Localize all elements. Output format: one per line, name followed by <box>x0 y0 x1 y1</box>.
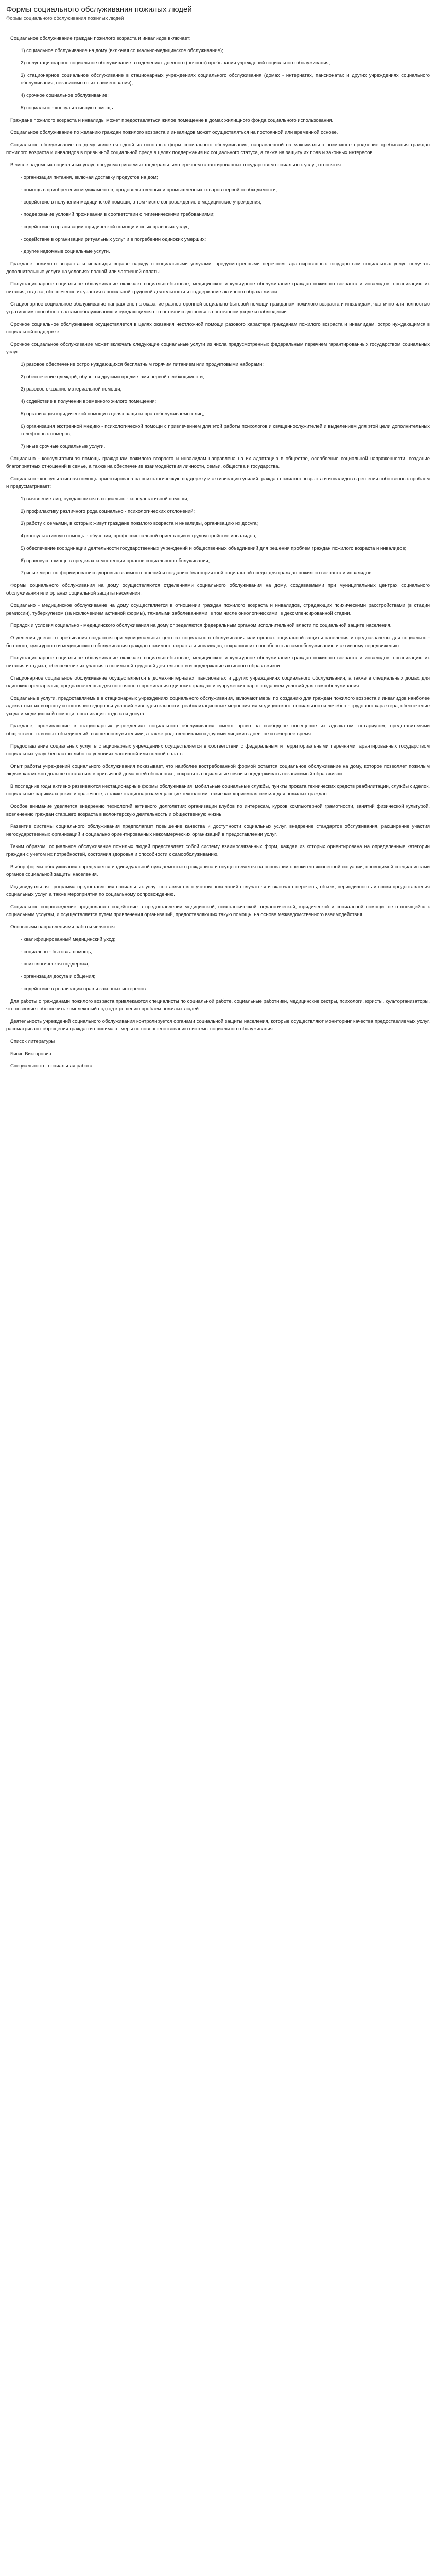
paragraph: 6) правовую помощь в пределах компетенции органов социального обслуживания; <box>21 558 210 564</box>
paragraph: 6) организация экстренной медико - психологической помощи с привлечением для этой работы психологов и священнослужителей и выделением для этой цели дополнительных телефонных номеров; <box>21 423 430 437</box>
paragraph: Срочное социальное обслуживание осуществляется в целях оказания неотложной помощи разового характера гражданам пожилого возраста и инвалидам, остро нуждающимся в социальной поддержке. <box>6 321 430 335</box>
paragraph: - содействие в получении медицинской помощи, в том числе сопровождение в медицинские учреждения; <box>21 199 261 205</box>
paragraph: - содействие в организации юридической помощи и иных правовых услуг; <box>21 224 189 230</box>
paragraph: 2) профилактику различного рода социально - психологических отклонений; <box>21 509 195 514</box>
paragraph: Социально - консультативная помощь ориентирована на психологическую поддержку и активизацию усилий граждан пожилого возраста и инвалидов в решении собственных проблем и предусматривает: <box>6 476 430 489</box>
paragraph: 3) стационарное социальное обслуживание в стационарных учреждениях социального обслуживания (домах - интернатах, пансионатах и других учреждениях социального обслуживания, независимо от их наименования); <box>21 73 430 86</box>
paragraph: Порядок и условия социально - медицинского обслуживания на дому определяются федеральным органом исполнительной власти по социальной защите населения. <box>10 623 392 629</box>
article-body <box>6 35 430 1070</box>
paragraph: 7) иные меры по формированию здоровых взаимоотношений и созданию благоприятной социальной среды для граждан пожилого возраста и инвалидов. <box>21 570 373 576</box>
page-title: Формы социального обслуживания пожилых людей <box>6 5 192 14</box>
paragraph: Социальное обслуживание на дому является одной из основных форм социального обслуживания, направленной на максимально возможное продление пребывания граждан пожилого возраста и инвалидов в привычной социальной среде в целях поддержания их социального статуса, а также на защиту их прав и законных интересов. <box>6 142 430 156</box>
paragraph: 1) разовое обеспечение остро нуждающихся бесплатным горячим питанием или продуктовыми наборами; <box>21 362 264 367</box>
paragraph: - другие надомные социальные услуги. <box>21 249 110 255</box>
paragraph: Формы социального обслуживания на дому осуществляются отделениями социального обслуживания на дому, создаваемыми при муниципальных центрах социального обслуживания или органах социальной защиты населения. <box>6 583 430 596</box>
paragraph: Социальное обслуживание по желанию граждан пожилого возраста и инвалидов может осуществляться на постоянной или временной основе. <box>10 130 338 135</box>
paragraph: Для работы с гражданами пожилого возраста привлекаются специалисты по социальной работе, социальные работники, медицинские сестры, психологи, юристы, культорганизаторы, что позволяет обеспечить комплексный подход к решению проблем пожилых людей. <box>6 998 430 1012</box>
paragraph: - помощь в приобретении медикаментов, продовольственных и промышленных товаров первой необходимости; <box>21 187 277 193</box>
paragraph: Граждане пожилого возраста и инвалиды может предоставляться жилое помещение в домах жилищного фонда социального использования. <box>10 117 334 123</box>
paragraph: Список литературы <box>10 1039 55 1044</box>
paragraph: В числе надомных социальных услуг, предусматриваемых федеральным перечнем гарантированных государством социальных услуг, относятся: <box>10 162 342 168</box>
paragraph: Основными направлениями работы являются: <box>10 924 116 930</box>
paragraph: - психологическая поддержка; <box>21 961 90 967</box>
paragraph: 4) срочное социальное обслуживание; <box>21 93 109 98</box>
paragraph: Отделения дневного пребывания создаются при муниципальных центрах социального обслуживания или органах социальной защиты населения и предназначены для социально - бытового, культурного и медицинского обслуживания граждан пожилого возраста и инвалидов, сохранивших способность к самообслуживанию и активному передвижению. <box>6 635 430 649</box>
paragraph: Граждане, проживающие в стационарных учреждениях социального обслуживания, имеют право на свободное посещение их адвокатом, нотариусом, представителями общественных и иных объединений, священнослужителями, а также родственниками и другими лицами в дневное и вечернее время. <box>6 723 430 737</box>
paragraph: Особое внимание уделяется внедрению технологий активного долголетия: организации клубов по интересам, курсов компьютерной грамотности, занятий физической культурой, вовлечению граждан старшего возраста в волонтерскую деятельность и общественную жизнь. <box>6 804 430 817</box>
paragraph: Социально - медицинское обслуживание на дому осуществляется в отношении граждан пожилого возраста и инвалидов, страдающих психическими расстройствами (в стадии ремиссии), туберкулезом (за исключением активной формы), тяжелыми заболеваниями, в том числе онкологическими, в декомпенсированной стадии. <box>6 603 430 616</box>
paragraph: Срочное социальное обслуживание может включать следующие социальные услуги из числа предусмотренных федеральным перечнем гарантированных государством социальных услуг: <box>6 342 430 355</box>
paragraph: Социальные услуги, предоставляемые в стационарных учреждениях социального обслуживания, включают меры по созданию для граждан пожилого возраста и инвалидов наиболее адекватных их возрасту и состоянию здоровья условий жизнедеятельности, реабилитационные мероприятия медицинского, социального и лечебно - трудового характера, обеспечение ухода и медицинской помощи, организацию отдыха и досуга. <box>6 696 430 717</box>
paragraph: 4) консультативную помощь в обучении, профессиональной ориентации и трудоустройстве инвалидов; <box>21 533 257 539</box>
paragraph: Социально - консультативная помощь гражданам пожилого возраста и инвалидам направлена на их адаптацию в обществе, ослабление социальной напряженности, создание благоприятных отношений в семье, а также на обеспечение взаимодействия личности, семьи, общества и государства. <box>6 456 430 469</box>
paragraph: Индивидуальная программа предоставления социальных услуг составляется с учетом пожеланий получателя и включает перечень, объем, периодичность и сроки предоставления социальных услуг, а также мероприятия по социальному сопровождению. <box>6 884 430 897</box>
paragraph: Специальность: социальная работа <box>10 1063 93 1069</box>
paragraph: Стационарное социальное обслуживание осуществляется в домах-интернатах, пансионатах и других учреждениях социального обслуживания, а также в специальных домах для одиноких престарелых, предназначенных для постоянного проживания одиноких граждан и супружеских пар с созданием условий для самообслуживания. <box>6 675 430 689</box>
paragraph: - квалифицированный медицинский уход; <box>21 937 116 942</box>
paragraph: 1) социальное обслуживание на дому (включая социально-медицинское обслуживание); <box>21 48 223 54</box>
paragraph: Развитие системы социального обслуживания предполагает повышение качества и доступности социальных услуг, внедрение стандартов обслуживания, расширение участия негосударственных организаций и социально ориентированных некоммерческих организаций в предоставлении услуг. <box>6 824 430 837</box>
paragraph: 5) социально - консультативную помощь. <box>21 105 114 111</box>
paragraph: Опыт работы учреждений социального обслуживания показывает, что наиболее востребованной формой остается социальное обслуживание на дому, которое позволяет пожилым людям как можно дольше оставаться в привычной домашней обстановке, сохранять социальные связи и поддерживать независимый образ жизни. <box>6 764 430 777</box>
paragraph: В последние годы активно развиваются нестационарные формы обслуживания: мобильные социальные службы, пункты проката технических средств реабилитации, службы сиделок, социальные парикмахерские и прачечные, а также стационарозамещающие технологии, такие как «приемная семья» для пожилых граждан. <box>6 784 430 797</box>
paragraph: 7) иные срочные социальные услуги. <box>21 444 106 449</box>
page-subtitle: Формы социального обслуживания пожилых людей <box>6 15 124 21</box>
paragraph: Стационарное социальное обслуживание направлено на оказание разносторонней социально-бытовой помощи гражданам пожилого возраста и инвалидам, частично или полностью утратившим способность к самообслуживанию и нуждающимся по состоянию здоровья в постоянном уходе и наблюдении. <box>6 301 430 315</box>
paragraph: Предоставление социальных услуг в стационарных учреждениях осуществляется в соответствии с федеральным и территориальными перечнями гарантированных государством социальных услуг бесплатно либо на условиях частичной или полной оплаты. <box>6 743 430 757</box>
paragraph: 4) содействие в получении временного жилого помещения; <box>21 399 156 404</box>
paragraph: 2) обеспечение одеждой, обувью и другими предметами первой необходимости; <box>21 374 204 380</box>
paragraph: 2) полустационарное социальное обслуживание в отделениях дневного (ночного) пребывания учреждений социального обслуживания; <box>21 60 330 66</box>
paragraph: Полустационарное социальное обслуживание включает социально-бытовое, медицинское и культурное обслуживание граждан пожилого возраста и инвалидов, организацию их питания и отдыха, обеспечение их участия в посильной трудовой деятельности и поддержание активного образа жизни. <box>6 655 430 669</box>
page <box>0 0 436 1085</box>
paragraph: 3) разовое оказание материальной помощи; <box>21 386 122 392</box>
paragraph: 1) выявление лиц, нуждающихся в социально - консультативной помощи; <box>21 496 189 502</box>
paragraph: Выбор формы обслуживания определяется индивидуальной нуждаемостью гражданина и осуществляется на основании оценки его жизненной ситуации, проводимой специалистами органов социальной защиты населения. <box>6 864 430 877</box>
paragraph: - содействие в реализации прав и законных интересов. <box>21 986 147 992</box>
paragraph: Социальное сопровождение предполагает содействие в предоставлении медицинской, психологической, педагогической, юридической и социальной помощи, не относящейся к социальным услугам, и осуществляется путем привлечения организаций, предоставляющих такую помощь, на основе межведомственного взаимодействия. <box>6 904 430 918</box>
paragraph: - содействие в организации ритуальных услуг и в погребении одиноких умерших; <box>21 236 206 242</box>
paragraph: Полустационарное социальное обслуживание включает социально-бытовое, медицинское и культурное обслуживание граждан пожилого возраста и инвалидов, организацию их питания, отдыха, обеспечение их участия в посильной трудовой деятельности и поддержание активного образа жизни. <box>6 281 430 295</box>
paragraph: Таким образом, социальное обслуживание пожилых людей представляет собой систему взаимосвязанных форм, каждая из которых ориентирована на определенные категории граждан с учетом их потребностей, состояния здоровья и способности к самообслуживанию. <box>6 844 430 857</box>
paragraph: Деятельность учреждений социального обслуживания контролируется органами социальной защиты населения, которые осуществляют мониторинг качества предоставляемых услуг, рассматривают обращения граждан и принимают меры по совершенствованию системы социального обслуживания. <box>6 1019 430 1032</box>
paragraph: - организация досуга и общения; <box>21 974 96 979</box>
paragraph: - организация питания, включая доставку продуктов на дом; <box>21 175 158 180</box>
paragraph: Социальное обслуживание граждан пожилого возраста и инвалидов включает: <box>10 36 191 41</box>
paragraph: - поддержание условий проживания в соответствии с гигиеническими требованиями; <box>21 212 215 217</box>
paragraph: Бигин Викторович <box>10 1051 51 1057</box>
paragraph: 3) работу с семьями, в которых живут граждане пожилого возраста и инвалиды, организацию их досуга; <box>21 521 258 527</box>
paragraph: 5) обеспечение координации деятельности государственных учреждений и общественных объединений для решения проблем граждан пожилого возраста и инвалидов; <box>21 546 407 551</box>
paragraph: - социально - бытовая помощь; <box>21 949 92 955</box>
paragraph: 5) организация юридической помощи в целях защиты прав обслуживаемых лиц; <box>21 411 204 417</box>
paragraph: Граждане пожилого возраста и инвалиды вправе наряду с социальными услугами, предусмотренными перечнем гарантированных государством социальных услуг, получать дополнительные услуги на условиях полной или частичной оплаты. <box>6 261 430 275</box>
